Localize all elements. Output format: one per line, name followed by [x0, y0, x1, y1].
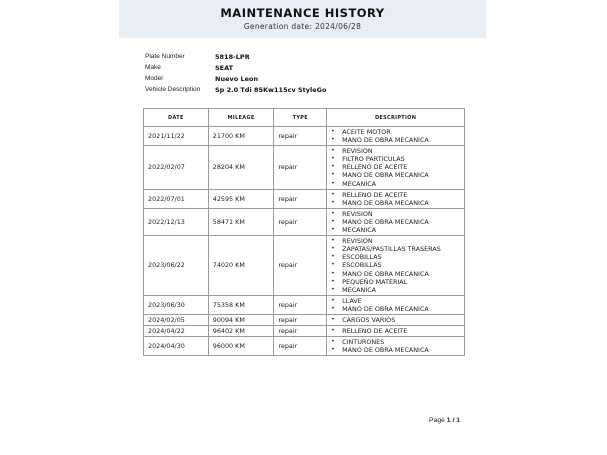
cell-description	[327, 208, 465, 235]
cell-description	[327, 127, 465, 146]
vehicle-info-row	[145, 73, 326, 84]
cell-type: repair	[274, 127, 327, 146]
cell-date: 2021/11/22	[144, 127, 209, 146]
description-item: • MANO DE OBRA MECANICA	[329, 136, 462, 144]
description-list	[329, 191, 462, 207]
column-header-description: DESCRIPTION	[327, 109, 465, 127]
cell-date: 2023/06/30	[144, 295, 209, 314]
description-item: • ACEITE MOTOR	[329, 128, 462, 136]
table-row	[144, 236, 465, 296]
description-item: • LLAVE	[329, 297, 462, 305]
page-separator: /	[452, 417, 455, 424]
cell-date: 2023/06/22	[144, 236, 209, 296]
description-item: • MANO DE OBRA MECANICA	[329, 218, 462, 226]
cell-description	[327, 326, 465, 337]
vehicle-info-row	[145, 51, 326, 62]
cell-description	[327, 337, 465, 356]
cell-date: 2022/07/01	[144, 189, 209, 208]
cell-mileage: 58471 KM	[208, 208, 274, 235]
cell-description	[327, 189, 465, 208]
vehicle-info-value: SEAT	[215, 63, 234, 72]
description-list	[329, 128, 462, 144]
description-item: • MANO DE OBRA MECANICA	[329, 199, 462, 207]
cell-mileage: 90094 KM	[208, 314, 274, 325]
description-item: • MECANICA	[329, 286, 462, 294]
description-item: • MECANICA	[329, 180, 462, 188]
page-current: 1	[446, 417, 451, 424]
description-list	[329, 316, 462, 324]
vehicle-info-value: Nuevo Leon	[215, 74, 259, 83]
description-list	[329, 338, 462, 354]
cell-type: repair	[274, 208, 327, 235]
description-item: • CARGOS VARIOS	[329, 316, 462, 324]
page-indicator	[429, 417, 460, 424]
cell-mileage: 96000 KM	[208, 337, 274, 356]
cell-mileage: 28204 KM	[208, 146, 274, 189]
maintenance-table	[143, 108, 465, 356]
cell-description	[327, 146, 465, 189]
description-item: • RELLENO DE ACEITE	[329, 327, 462, 335]
description-item: • RELLENO DE ACEITE	[329, 191, 462, 199]
description-item: • CINTURONES	[329, 338, 462, 346]
cell-description	[327, 236, 465, 296]
generation-date: Generation date: 2024/06/28	[243, 22, 362, 31]
cell-date: 2022/02/07	[144, 146, 209, 189]
cell-type: repair	[274, 337, 327, 356]
vehicle-info-label: Plate Number	[145, 53, 185, 60]
page-total: 1	[456, 417, 460, 424]
report-header	[119, 0, 486, 38]
cell-type: repair	[274, 314, 327, 325]
vehicle-info-value: 5818-LPR	[215, 52, 250, 61]
description-item: • ZAPATAS/PASTILLAS TRASERAS	[329, 245, 462, 253]
report-title: MAINTENANCE HISTORY	[220, 6, 385, 20]
description-item: • RELLENO DE ACEITE	[329, 163, 462, 171]
description-item: • PEQUEÑO MATERIAL	[329, 278, 462, 286]
cell-date: 2022/12/13	[144, 208, 209, 235]
table-row	[144, 127, 465, 146]
cell-mileage: 75358 KM	[208, 295, 274, 314]
cell-type: repair	[274, 326, 327, 337]
cell-description	[327, 314, 465, 325]
description-item: • FILTRO PARTICULAS	[329, 155, 462, 163]
description-item: • MANO DE OBRA MECANICA	[329, 171, 462, 179]
table-header-row	[144, 109, 465, 127]
description-item: • REVISION	[329, 147, 462, 155]
cell-mileage: 21700 KM	[208, 127, 274, 146]
vehicle-info-value: Sp 2.0 Tdi 85Kw115cv StyleGo	[215, 85, 327, 94]
cell-type: repair	[274, 189, 327, 208]
description-item: • ESCOBILLAS	[329, 253, 462, 261]
description-list	[329, 210, 462, 234]
column-header-type: TYPE	[274, 109, 327, 127]
vehicle-info-label: Vehicle Description	[145, 86, 201, 93]
description-list	[329, 327, 462, 335]
column-header-mileage: MILEAGE	[208, 109, 274, 127]
vehicle-info-label: Model	[145, 75, 163, 82]
cell-date: 2024/04/22	[144, 326, 209, 337]
cell-date: 2024/02/05	[144, 314, 209, 325]
vehicle-info-row	[145, 84, 326, 95]
description-item: • ESCOBILLAS	[329, 261, 462, 269]
cell-type: repair	[274, 146, 327, 189]
description-item: • MANO DE OBRA MECANICA	[329, 270, 462, 278]
cell-description	[327, 295, 465, 314]
table-row	[144, 314, 465, 325]
cell-mileage: 96402 KM	[208, 326, 274, 337]
column-header-date: DATE	[144, 109, 209, 127]
description-list	[329, 237, 462, 294]
description-item: • MANO DE OBRA MECANICA	[329, 305, 462, 313]
cell-type: repair	[274, 236, 327, 296]
table-row	[144, 295, 465, 314]
table-row	[144, 208, 465, 235]
table-row	[144, 326, 465, 337]
page-label: Page	[429, 417, 445, 424]
table-row	[144, 189, 465, 208]
table-row	[144, 337, 465, 356]
description-item: • REVISION	[329, 237, 462, 245]
cell-type: repair	[274, 295, 327, 314]
description-item: • MECANICA	[329, 226, 462, 234]
description-list	[329, 147, 462, 187]
cell-date: 2024/04/30	[144, 337, 209, 356]
vehicle-info-row	[145, 62, 326, 73]
description-list	[329, 297, 462, 313]
vehicle-info-label: Make	[145, 64, 161, 71]
description-item: • MANO DE OBRA MECANICA	[329, 346, 462, 354]
description-item: • REVISION	[329, 210, 462, 218]
cell-mileage: 74020 KM	[208, 236, 274, 296]
table-row	[144, 146, 465, 189]
cell-mileage: 42595 KM	[208, 189, 274, 208]
vehicle-info	[145, 51, 326, 95]
